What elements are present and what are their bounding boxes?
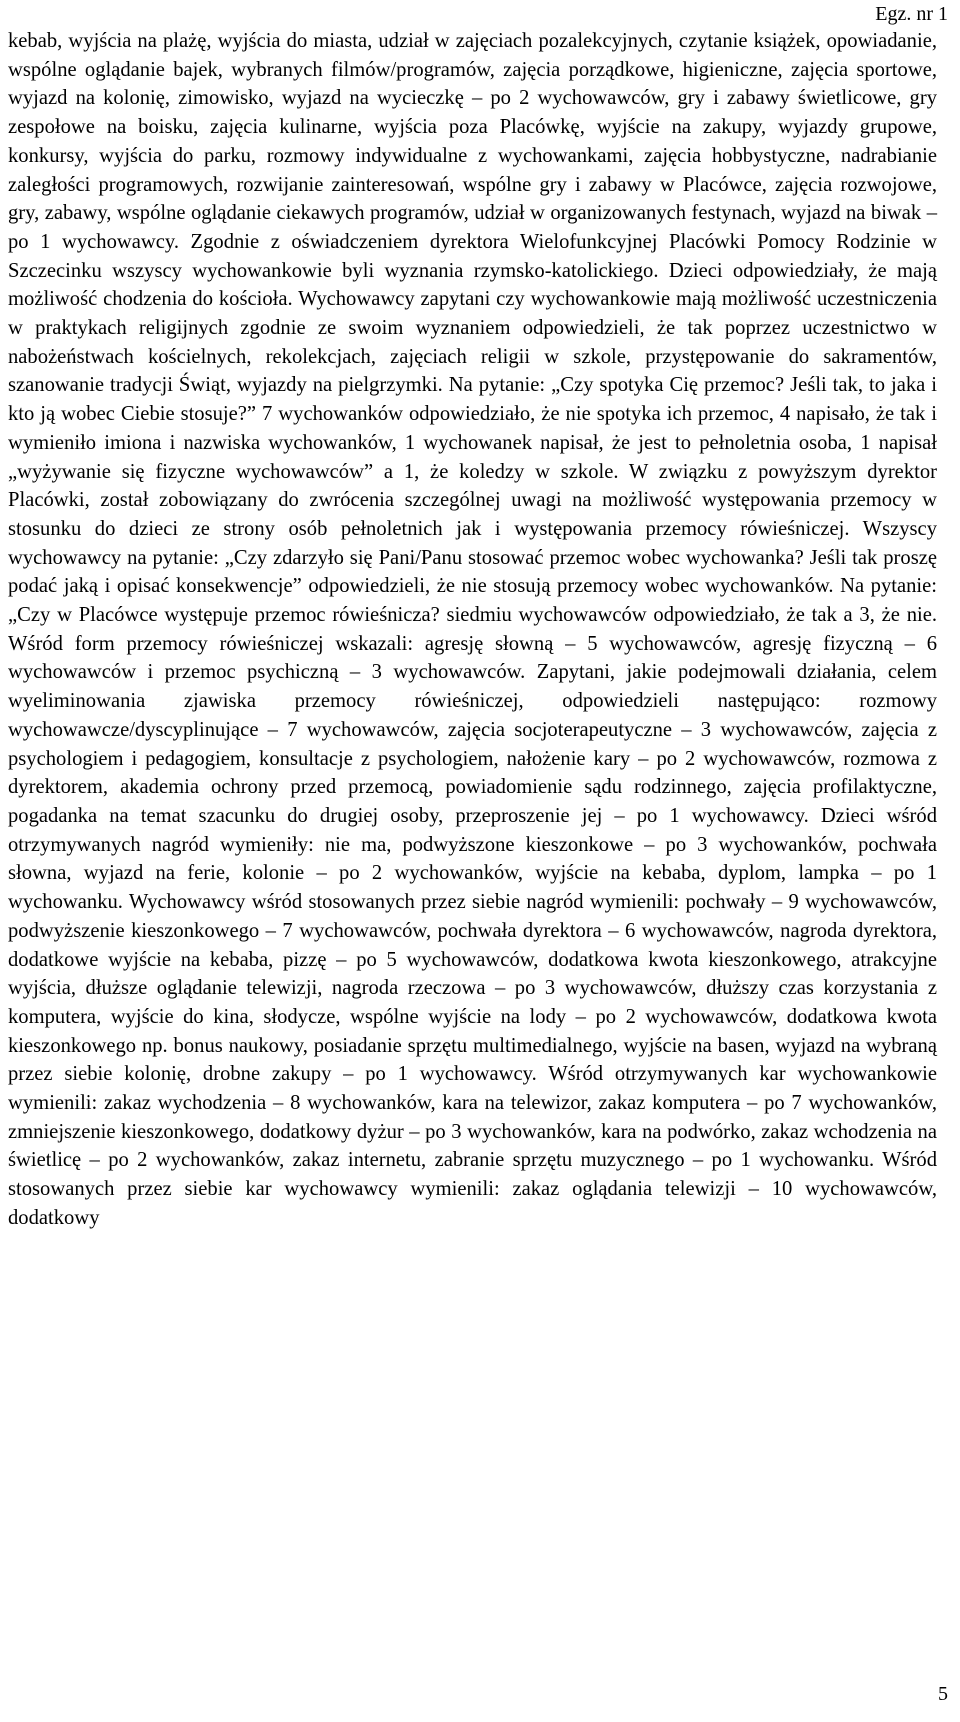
page-number: 5	[938, 1683, 948, 1705]
document-number-label: Egz. nr 1	[875, 3, 948, 25]
report-body-text: kebab, wyjścia na plażę, wyjścia do miasta, udział w zajęciach pozalekcyjnych, czytanie książek, opowiadanie, wspólne oglądanie bajek, wybranych filmów/programów, zajęcia porządkowe, higieniczne, zajęcia sportowe, wyjazd na kolonię, zimowisko, wyjazd na wycieczkę – po 2 wychowawców, gry i zabawy świetlicowe, gry zespołowe na boisku, zajęcia kulinarne, wyjścia poza Placówkę, wyjście na zakupy, wyjazdy grupowe, konkursy, wyjścia do parku, rozmowy indywidualne z wychowankami, zajęcia hobbystyczne, nadrabianie zaległości programowych, rozwijanie zainteresowań, wspólne gry i zabawy w Placówce, zajęcia rozwojowe, gry, zabawy, wspólne oglądanie ciekawych programów, udział w organizowanych festynach, wyjazd na biwak – po 1 wychowawcy. Zgodnie z oświadczeniem dyrektora Wielofunkcyjnej Placówki Pomocy Rodzinie w Szczecinku wszyscy wychowankowie byli wyznania rzymsko-katolickiego. Dzieci odpowiedziały, że mają możliwość chodzenia do kościoła. Wychowawcy zapytani czy wychowankowie mają możliwość uczestniczenia w praktykach religijnych zgodnie ze swoim wyznaniem odpowiedzieli, że tak poprzez uczestnictwo w nabożeństwach kościelnych, rekolekcjach, zajęciach religii w szkole, przystępowanie do sakramentów, szanowanie tradycji Świąt, wyjazdy na pielgrzymki. Na pytanie: „Czy spotyka Cię przemoc? Jeśli tak, to jaka i kto ją wobec Ciebie stosuje?” 7 wychowanków odpowiedziało, że nie spotyka ich przemoc, 4 napisało, że tak i wymieniło imiona i nazwiska wychowanków, 1 wychowanek napisał, że jest to pełnoletnia osoba, 1 napisał „wyżywanie się fizyczne wychowawców” a 1, że koledzy w szkole. W związku z powyższym dyrektor Placówki, został zobowiązany do zwrócenia szczególnej uwagi na możliwość występowania przemocy w stosunku do dzieci ze strony osób pełnoletnich jak i występowania przemocy rówieśniczej. Wszyscy wychowawcy na pytanie: „Czy zdarzyło się Pani/Panu stosować przemoc wobec wychowanka? Jeśli tak proszę podać jaką i opisać konsekwencje” odpowiedzieli, że nie stosują przemocy wobec wychowanków. Na pytanie: „Czy w Placówce występuje przemoc rówieśnicza? siedmiu wychowawców odpowiedziało, że tak a 3, że nie. Wśród form przemocy rówieśniczej wskazali: agresję słowną – 5 wychowawców, agresję fizyczną – 6 wychowawców i przemoc psychiczną – 3 wychowawców. Zapytani, jakie podejmowali działania, celem wyeliminowania zjawiska przemocy rówieśniczej, odpowiedzieli następująco: rozmowy wychowawcze/dyscyplinujące – 7 wychowawców, zajęcia socjoterapeutyczne – 3 wychowawców, zajęcia z psychologiem i pedagogiem, konsultacje z psychologiem, nałożenie kary – po 2 wychowawców, rozmowa z dyrektorem, akademia ochrony przed przemocą, powiadomienie sądu rodzinnego, zajęcia profilaktyczne, pogadanka na temat szacunku do drugiej osoby, przeproszenie jej – po 1 wychowawcy. Dzieci wśród otrzymywanych nagród wymieniły: nie ma, podwyższone kieszonkowe – po 3 wychowanków, pochwała słowna, wyjazd na ferie, kolonie – po 2 wychowanków, wyjście na kebaba, dyplom, lampka – po 1 wychowanku. Wychowawcy wśród stosowanych przez siebie nagród wymienili: pochwały – 9 wychowawców, podwyższenie kieszonkowego – 7 wychowawców, pochwała dyrektora – 6 wychowawców, nagroda dyrektora, dodatkowe wyjście na kebaba, pizzę – po 5 wychowawców, dodatkowa kwota kieszonkowego, atrakcyjne wyjścia, dłuższe oglądanie telewizji, nagroda rzeczowa – po 3 wychowawców, dłuższy czas korzystania z komputera, wyjście do kina, słodycze, wspólne wyjście na lody – po 2 wychowawców, dodatkowa kwota kieszonkowego np. bonus naukowy, posiadanie sprzętu multimedialnego, wyjście na basen, wyjazd na wybraną przez siebie kolonię, drobne zakupy – po 1 wychowawcy. Wśród otrzymywanych kar wychowankowie wymienili: zakaz wychodzenia – 8 wychowanków, kara na telewizor, zakaz komputera – po 7 wychowanków, zmniejszenie kieszonkowego, dodatkowy dyżur – po 3 wychowanków, kara na podwórko, zakaz wchodzenia na świetlicę – po 2 wychowanków, zakaz internetu, zabranie sprzętu muzycznego – po 1 wychowanku. Wśród stosowanych przez siebie kar wychowawcy wymienili: zakaz oglądania telewizji – 10 wychowawców, dodatkowy	[8, 30, 937, 1229]
